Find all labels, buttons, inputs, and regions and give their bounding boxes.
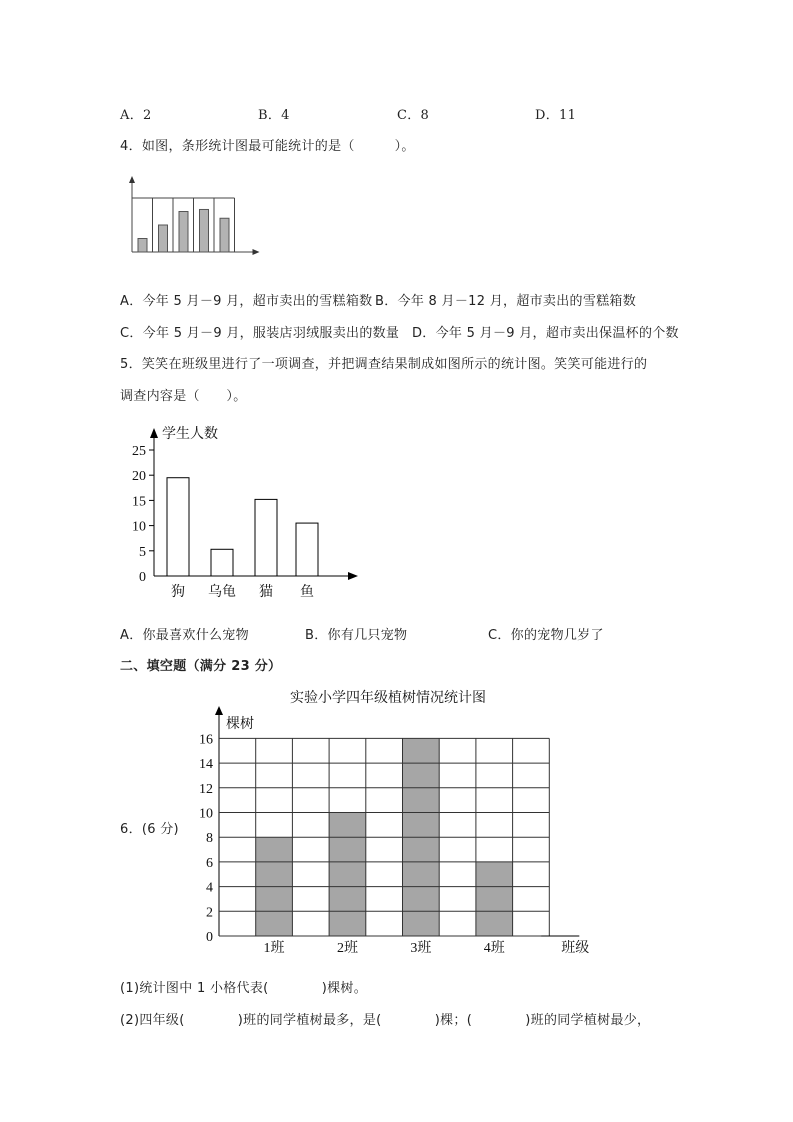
x-tick-label: 乌龟: [208, 584, 236, 600]
q4-option-b: B．今年 8 月－12 月，超市卖出的雪糕箱数: [375, 294, 637, 309]
y-tick-label: 4: [206, 880, 213, 896]
x-tick-label: 狗: [171, 584, 185, 600]
y-tick-label: 10: [132, 519, 146, 535]
q5-stem-line2: 调查内容是（ ）。: [120, 389, 247, 404]
y-axis-label: 学生人数: [162, 426, 218, 442]
y-tick-label: 20: [132, 469, 146, 485]
bar: [329, 813, 366, 937]
q4-option-d: D．今年 5 月－9 月，超市卖出保温杯的个数: [412, 326, 679, 341]
q4-chart: [120, 170, 270, 262]
y-tick-label: 16: [199, 732, 213, 748]
section-title: 二、填空题（满分 23 分）: [120, 659, 282, 674]
chart-title: 实验小学四年级植树情况统计图: [290, 690, 486, 706]
y-tick-label: 10: [199, 806, 213, 822]
x-tick-label: 3班: [410, 941, 432, 956]
bar: [220, 218, 229, 252]
bar: [211, 549, 233, 576]
y-tick-label: 8: [206, 831, 213, 847]
q5-option-c: C．你的宠物几岁了: [488, 628, 604, 643]
bar: [138, 239, 147, 253]
y-tick-label: 6: [206, 855, 213, 871]
x-tick-label: 2班: [336, 941, 358, 956]
bar: [159, 225, 168, 252]
bar: [476, 862, 513, 936]
y-tick-label: 5: [139, 544, 146, 560]
x-tick-label: 鱼: [300, 584, 314, 600]
y-axis-arrow-icon: [215, 706, 223, 715]
q3-option-c: C．8: [397, 108, 430, 123]
bar: [255, 499, 277, 576]
bar: [167, 478, 189, 576]
y-tick-label: 0: [139, 570, 146, 585]
y-tick-label: 14: [199, 757, 213, 773]
x-tick-label: 4班: [483, 941, 505, 956]
x-axis-arrow-icon: [253, 249, 260, 255]
q3-option-b: B．4: [258, 108, 290, 123]
x-axis-arrow-icon: [348, 572, 358, 580]
q5-option-a: A．你最喜欢什么宠物: [120, 628, 249, 643]
q6-sub2: (2)四年级( )班的同学植树最多，是( )棵；( )班的同学植树最少，: [120, 1013, 651, 1028]
q5-stem-line1: 5．笑笑在班级里进行了一项调查，并把调查结果制成如图所示的统计图。笑笑可能进行的: [120, 357, 648, 372]
bar: [296, 523, 318, 576]
q6-label: 6．(6 分): [120, 822, 179, 837]
y-tick-label: 12: [199, 781, 213, 797]
q6-sub1: (1)统计图中 1 小格代表( )棵树。: [120, 981, 367, 996]
q5-option-b: B．你有几只宠物: [305, 628, 408, 643]
y-tick-label: 15: [132, 494, 146, 510]
y-tick-label: 25: [132, 444, 146, 459]
x-tick-label: 1班: [263, 941, 285, 956]
y-axis-arrow-icon: [150, 428, 158, 438]
x-tick-label: 猫: [259, 584, 273, 600]
bar: [200, 209, 209, 252]
y-tick-label: 0: [206, 930, 213, 945]
q6-chart: [190, 682, 610, 962]
y-axis-label: 棵树: [226, 716, 254, 732]
y-tick-label: 2: [206, 905, 213, 921]
q3-option-a: A．2: [120, 108, 152, 123]
bar: [179, 212, 188, 253]
x-axis-label: 班级: [561, 941, 590, 956]
q4-option-c: C．今年 5 月－9 月，服装店羽绒服卖出的数量: [120, 326, 400, 341]
q5-chart: [120, 418, 370, 603]
y-axis-arrow-icon: [129, 176, 135, 183]
q4-stem: 4．如图，条形统计图最可能统计的是（ ）。: [120, 139, 415, 154]
q4-option-a: A．今年 5 月－9 月，超市卖出的雪糕箱数: [120, 294, 373, 309]
q3-option-d: D．11: [535, 108, 577, 123]
